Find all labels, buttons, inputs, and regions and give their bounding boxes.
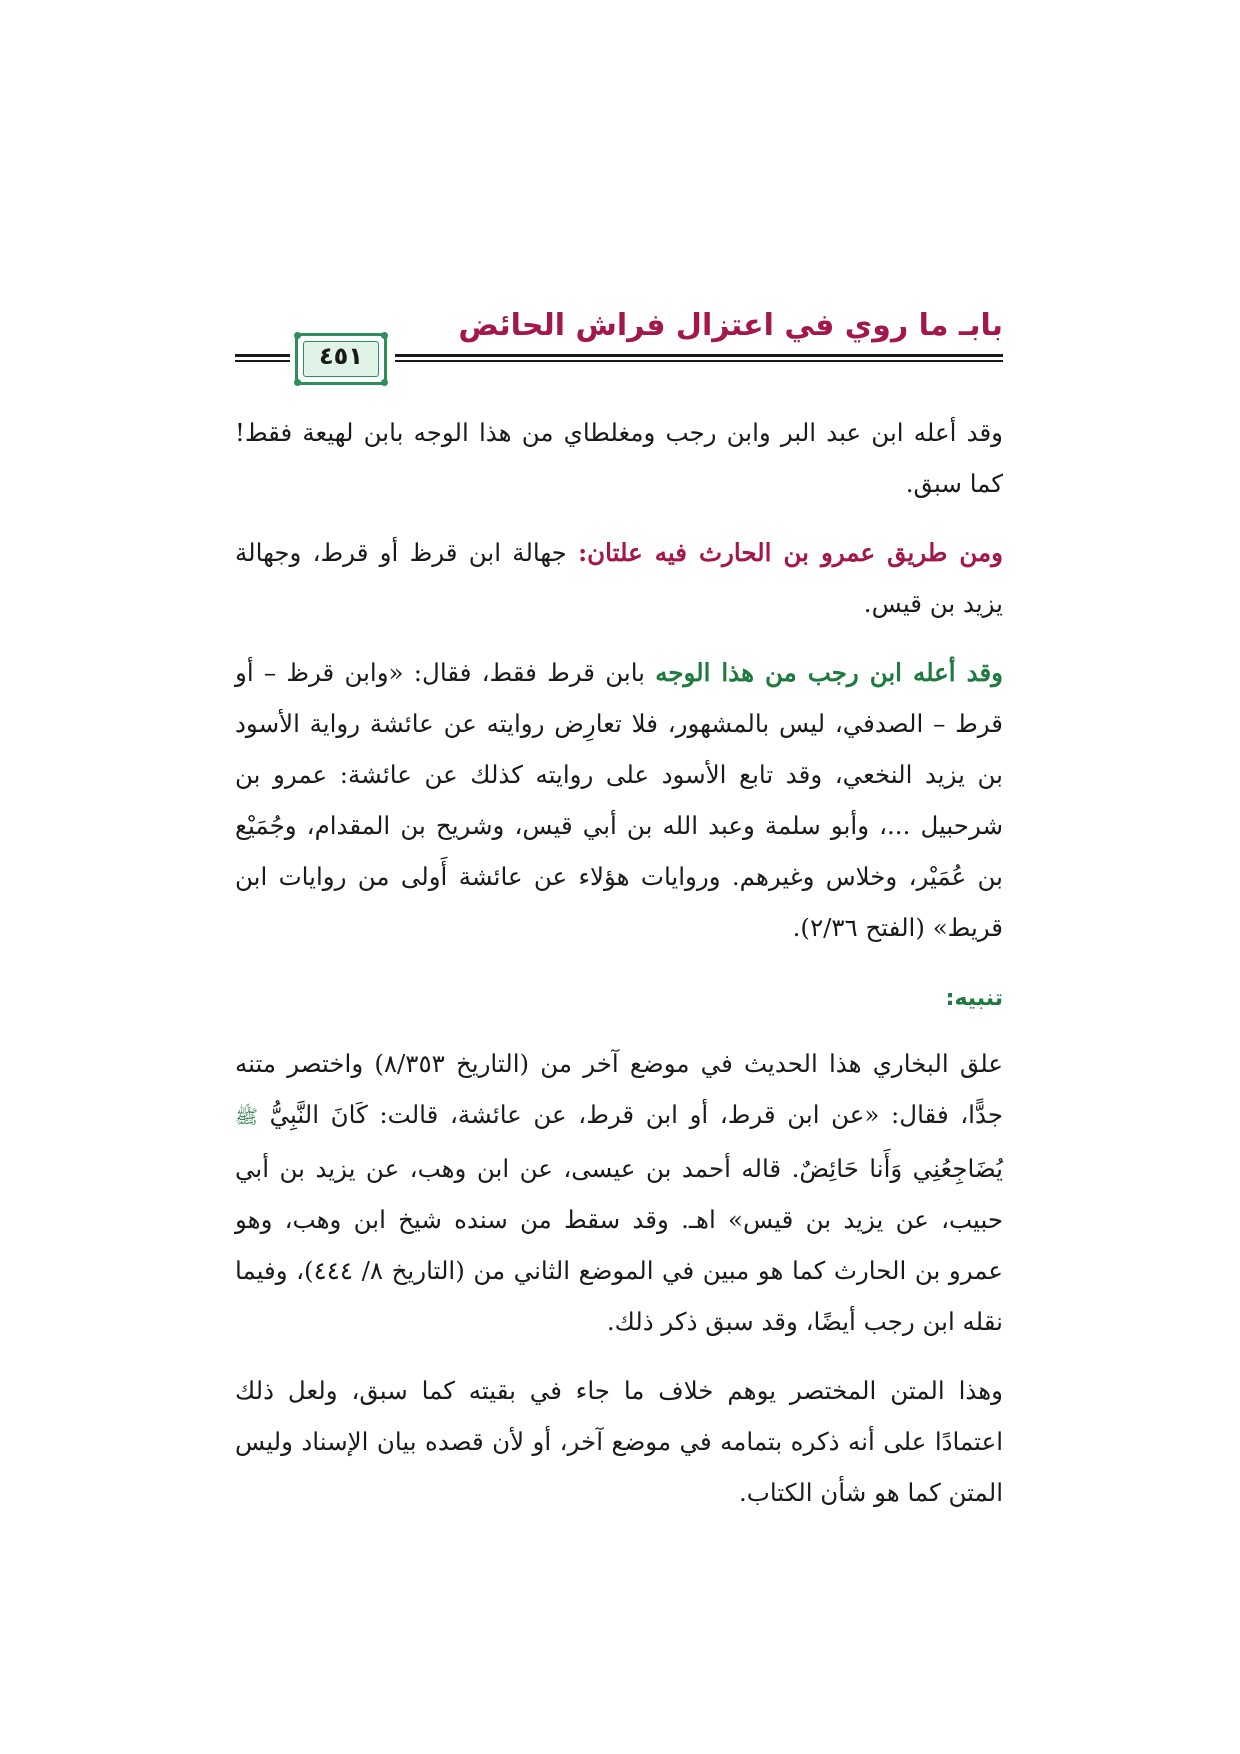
page-number-badge bbox=[295, 333, 387, 385]
paragraph-2-text: جهالة ابن قرظ أو قرط، وجهالة يزيد بن قيس. bbox=[235, 538, 1003, 618]
page-header bbox=[235, 300, 1003, 390]
paragraph-4 bbox=[235, 1038, 1003, 1347]
paragraph-3-text: بابن قرط فقط، فقال: «وابن قرظ – أو قرط – الصدفي، ليس بالمشهور، فلا تعارِض روايته عن عائشة رواية الأسود بن يزيد النخعي، وقد تابع الأسود على روايته كذلك عن عائشة: عمرو بن شرحبيل ...، وأبو سلمة وعبد الله بن أبي قيس، وشريح بن المقدام، وجُمَيْع بن عُمَيْر، وخلاس وغيرهم. وروايات هؤلاء عن عائشة أَولى من روايات ابن قريط» (الفتح ٢/٣٦). bbox=[235, 658, 1003, 942]
paragraph-2-heading: ومن طريق عمرو بن الحارث فيه علتان: bbox=[578, 538, 1003, 567]
page-number: ٤٥١ bbox=[319, 342, 363, 370]
notice-heading bbox=[235, 971, 1003, 1024]
paragraph-3-heading: وقد أعله ابن رجب من هذا الوجه bbox=[655, 658, 1003, 687]
badge-corner-ornament bbox=[381, 332, 388, 339]
badge-corner-ornament bbox=[381, 379, 388, 386]
header-rule-left bbox=[235, 354, 290, 357]
badge-corner-ornament bbox=[294, 379, 301, 386]
paragraph-4-text-start: علق البخاري هذا الحديث في موضع آخر من (التاريخ ٨/٣٥٣) واختصر متنه جدًّا، فقال: «عن ابن قرط، أو ابن قرط، عن عائشة، قالت: كَانَ النَّبِيُّ bbox=[235, 1049, 1003, 1129]
paragraph-1: وقد أعله ابن عبد البر وابن رجب ومغلطاي من هذا الوجه بابن لهيعة فقط! كما سبق. bbox=[235, 418, 1003, 498]
chapter-title: بابـ ما روي في اعتزال فراش الحائض bbox=[458, 308, 1003, 343]
paragraph-3 bbox=[235, 647, 1003, 953]
badge-corner-ornament bbox=[294, 332, 301, 339]
main-text bbox=[235, 407, 1003, 1536]
notice-label: تنبيه: bbox=[945, 986, 1003, 1011]
header-rule-left-thin bbox=[235, 360, 290, 362]
header-rule-right bbox=[395, 354, 1003, 357]
header-rule-right-thin bbox=[395, 360, 1003, 362]
paragraph-4-text-end: يُضَاجِعُنِي وَأَنا حَائِضٌ. قاله أحمد بن عيسى، عن ابن وهب، عن يزيد بن أبي حبيب، عن يزيد بن قيس» اهـ. وقد سقط من سنده شيخ ابن وهب، وهو عمرو بن الحارث كما هو مبين في الموضع الثاني من (التاريخ ٨/ ٤٤٤)، وفيما نقله ابن رجب أيضًا، وقد سبق ذكر ذلك. bbox=[235, 1154, 1003, 1336]
paragraph-5: وهذا المتن المختصر يوهم خلاف ما جاء في بقيته كما سبق، ولعل ذلك اعتمادًا على أنه ذكره بتمامه في موضع آخر، أو لأن قصده بيان الإسناد وليس المتن كما هو شأن الكتاب. bbox=[235, 1376, 1003, 1507]
paragraph-2 bbox=[235, 527, 1003, 629]
salutation-glyph: ﷺ bbox=[235, 1106, 258, 1128]
